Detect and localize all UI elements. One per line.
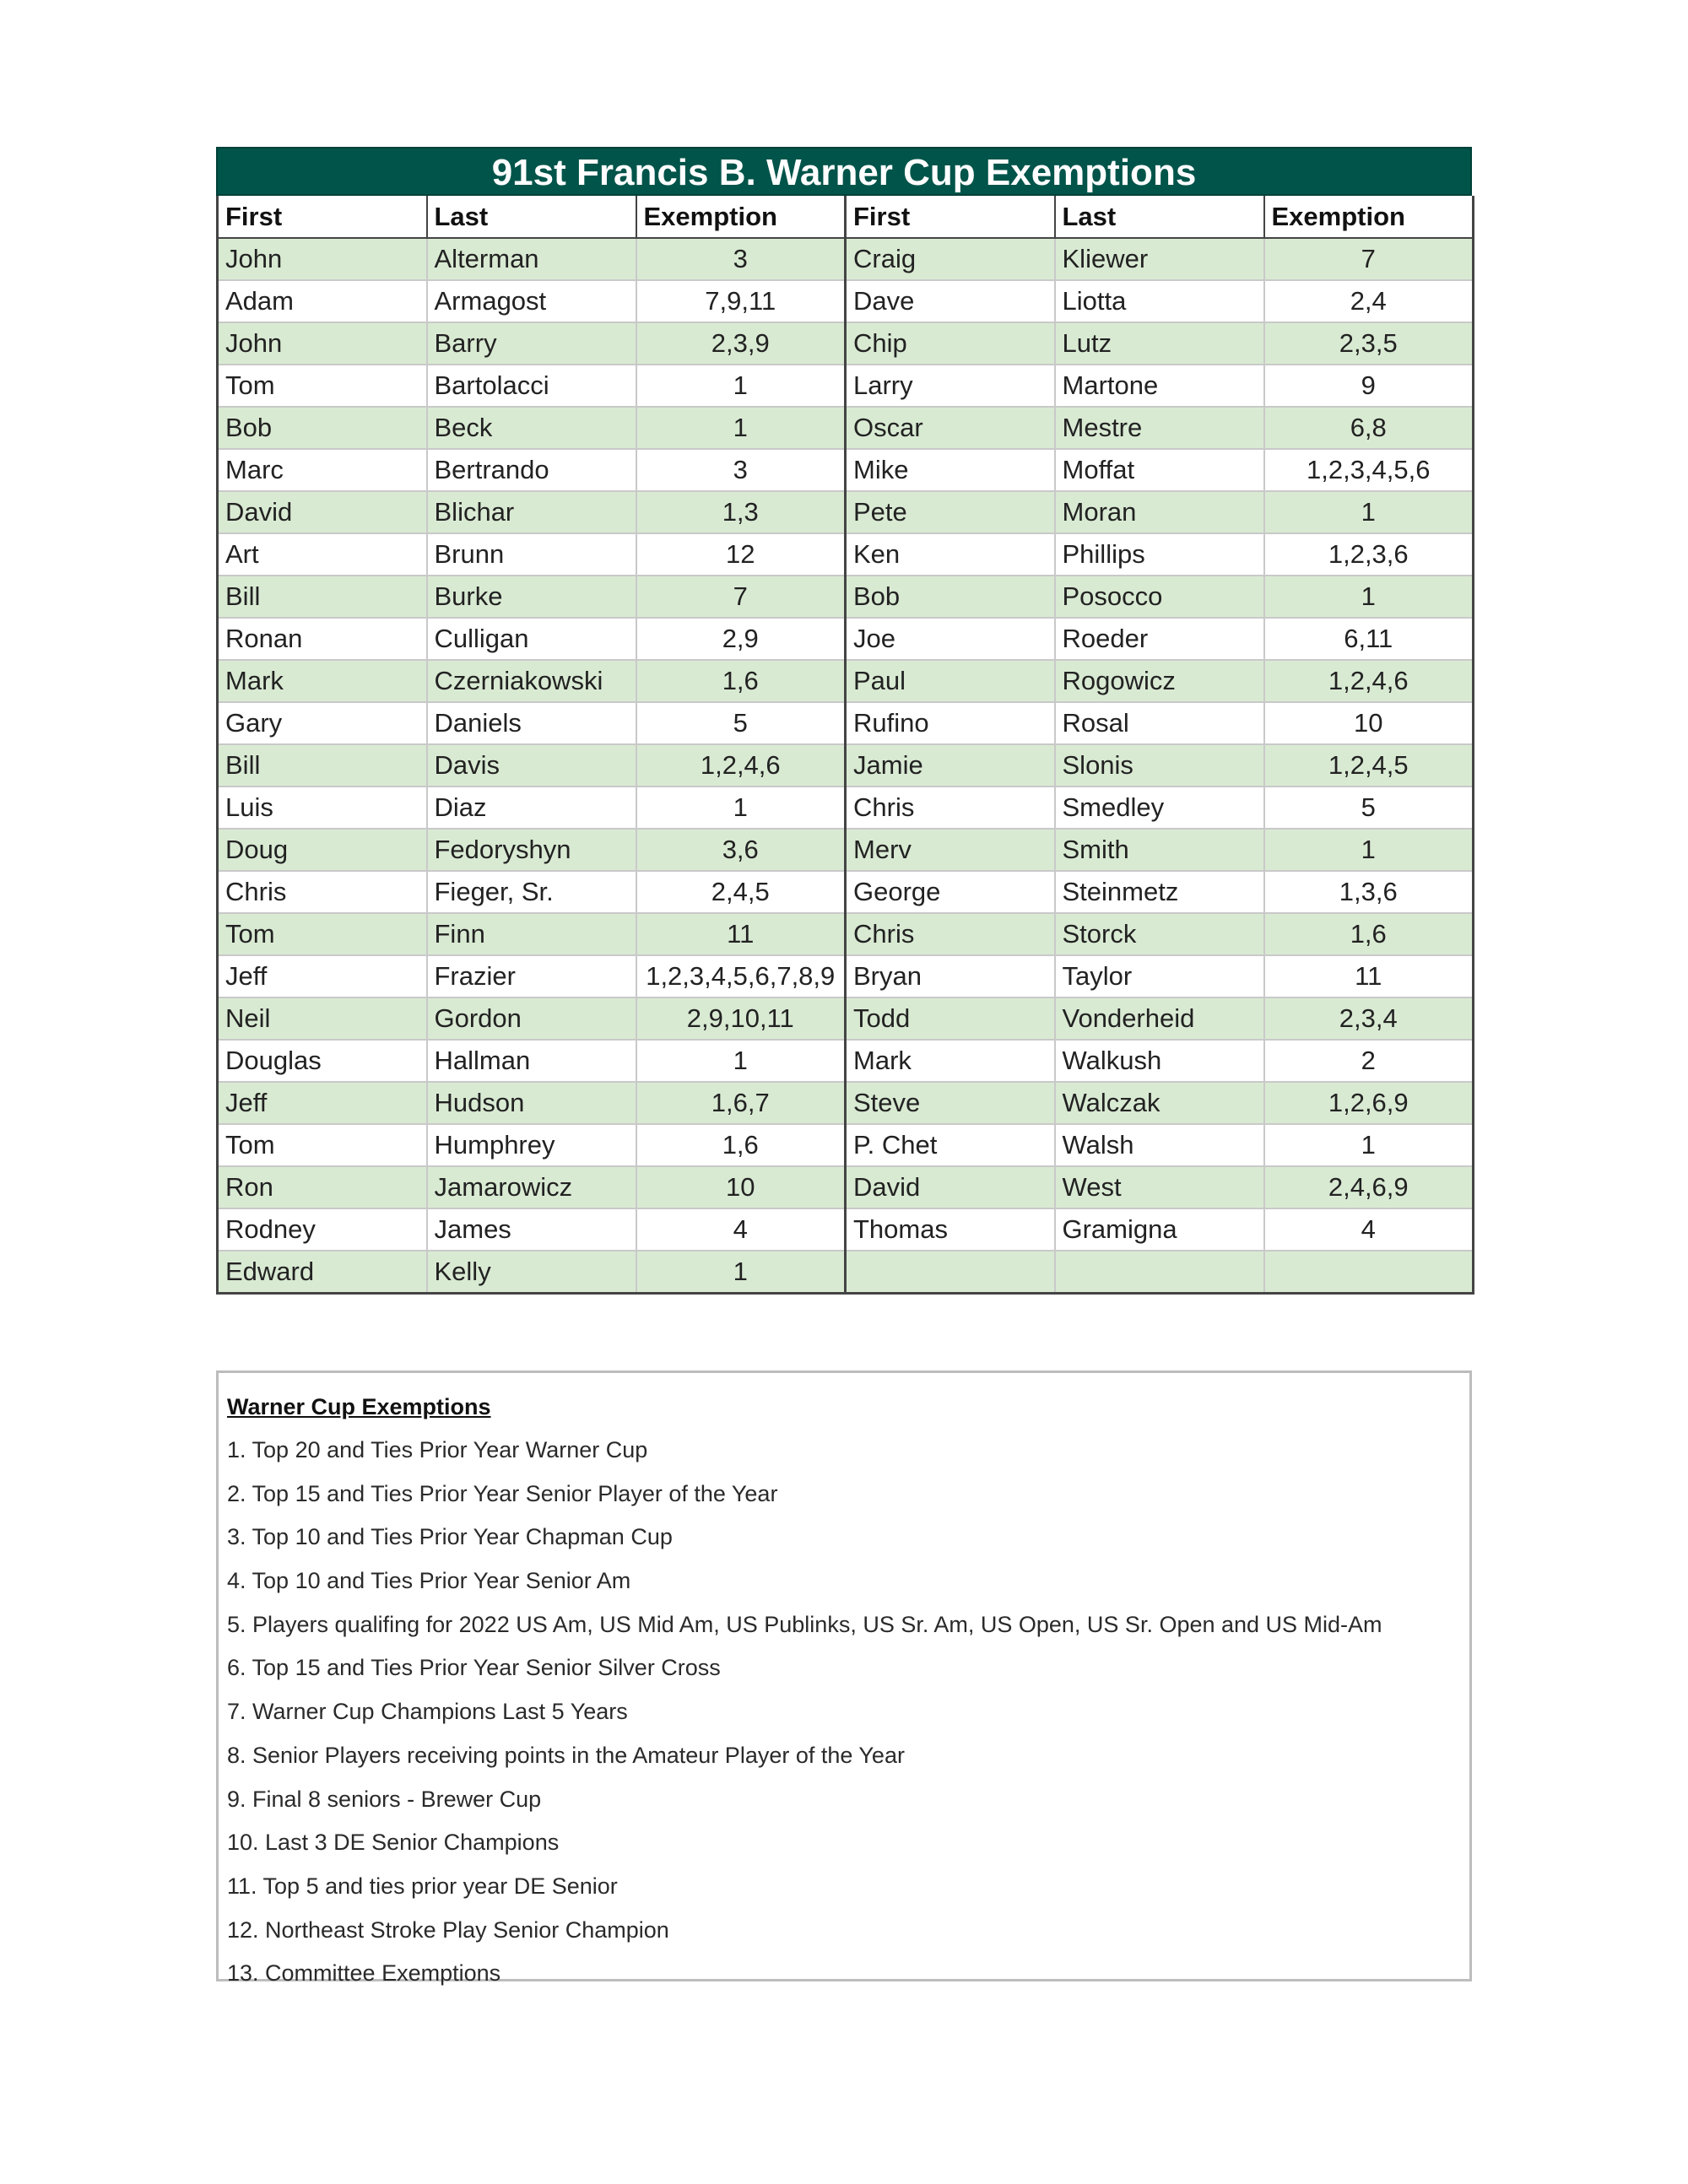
player-first-name: Steve: [846, 1082, 1055, 1124]
player-first-name: Bryan: [846, 955, 1055, 997]
player-last-name: Gramigna: [1055, 1208, 1264, 1251]
player-last-name: Czerniakowski: [427, 660, 636, 702]
player-last-name: Smith: [1055, 829, 1264, 871]
player-first-name: Mark: [846, 1040, 1055, 1082]
player-first-name: Doug: [218, 829, 427, 871]
player-first-name: [846, 1251, 1055, 1293]
player-last-name: Posocco: [1055, 576, 1264, 618]
table-row: [218, 744, 1474, 787]
player-first-name: Bob: [218, 407, 427, 449]
player-first-name: John: [218, 322, 427, 365]
player-exemption-codes: 1,2,3,6: [1264, 533, 1474, 576]
player-first-name: Larry: [846, 365, 1055, 407]
player-exemption-codes: 12: [636, 533, 846, 576]
player-exemption-codes: 6,8: [1264, 407, 1474, 449]
player-first-name: Oscar: [846, 407, 1055, 449]
player-exemption-codes: 2: [1264, 1040, 1474, 1082]
player-exemption-codes: 6,11: [1264, 618, 1474, 660]
player-first-name: Craig: [846, 238, 1055, 280]
player-exemption-codes: 2,3,5: [1264, 322, 1474, 365]
player-first-name: Thomas: [846, 1208, 1055, 1251]
player-first-name: Chris: [218, 871, 427, 913]
player-last-name: Bartolacci: [427, 365, 636, 407]
table-row: [218, 491, 1474, 533]
column-header-exemption: Exemption: [636, 196, 846, 238]
player-last-name: Smedley: [1055, 787, 1264, 829]
player-exemption-codes: 1: [636, 407, 846, 449]
player-first-name: Bill: [218, 744, 427, 787]
table-row: [218, 618, 1474, 660]
legend-item: 10. Last 3 DE Senior Champions: [227, 1830, 560, 1856]
column-header-last-right: Last: [1055, 196, 1264, 238]
player-exemption-codes: 1,2,4,6: [1264, 660, 1474, 702]
player-exemption-codes: 10: [636, 1166, 846, 1208]
exemptions-table: [216, 196, 1474, 1295]
player-exemption-codes: 1: [1264, 1124, 1474, 1166]
player-last-name: Brunn: [427, 533, 636, 576]
legend-title: Warner Cup Exemptions: [227, 1394, 491, 1419]
legend-list: [227, 1429, 1461, 1996]
player-exemption-codes: 2,3,4: [1264, 997, 1474, 1040]
player-last-name: Lutz: [1055, 322, 1264, 365]
player-first-name: Tom: [218, 365, 427, 407]
player-last-name: Barry: [427, 322, 636, 365]
player-first-name: David: [846, 1166, 1055, 1208]
legend-item: 13. Committee Exemptions: [227, 1960, 501, 1987]
player-last-name: Kelly: [427, 1251, 636, 1293]
player-first-name: Tom: [218, 1124, 427, 1166]
table-row: [218, 1040, 1474, 1082]
player-last-name: Fieger, Sr.: [427, 871, 636, 913]
player-last-name: Armagost: [427, 280, 636, 322]
table-row: [218, 1166, 1474, 1208]
player-first-name: Art: [218, 533, 427, 576]
legend-item: 7. Warner Cup Champions Last 5 Years: [227, 1699, 628, 1725]
player-last-name: Rosal: [1055, 702, 1264, 744]
legend-item: 2. Top 15 and Ties Prior Year Senior Player of the Year: [227, 1480, 778, 1506]
player-exemption-codes: 1: [636, 1251, 846, 1293]
table-row: [218, 660, 1474, 702]
player-exemption-codes: 3,6: [636, 829, 846, 871]
player-first-name: Todd: [846, 997, 1055, 1040]
player-last-name: Frazier: [427, 955, 636, 997]
player-last-name: Davis: [427, 744, 636, 787]
player-exemption-codes: 1: [1264, 491, 1474, 533]
table-row: [218, 702, 1474, 744]
player-exemption-codes: 7: [636, 576, 846, 618]
player-first-name: Rufino: [846, 702, 1055, 744]
player-last-name: Diaz: [427, 787, 636, 829]
table-row: [218, 1208, 1474, 1251]
player-first-name: John: [218, 238, 427, 280]
player-last-name: Bertrando: [427, 449, 636, 491]
player-last-name: Alterman: [427, 238, 636, 280]
player-first-name: Rodney: [218, 1208, 427, 1251]
table-row: [218, 913, 1474, 955]
player-last-name: Beck: [427, 407, 636, 449]
player-last-name: Phillips: [1055, 533, 1264, 576]
player-exemption-codes: 7,9,11: [636, 280, 846, 322]
player-exemption-codes: 1: [636, 365, 846, 407]
player-last-name: Vonderheid: [1055, 997, 1264, 1040]
table-row: [218, 787, 1474, 829]
player-exemption-codes: 1,2,3,4,5,6: [1264, 449, 1474, 491]
table-row: [218, 449, 1474, 491]
player-exemption-codes: 1,3,6: [1264, 871, 1474, 913]
player-first-name: Pete: [846, 491, 1055, 533]
player-exemption-codes: 1: [636, 1040, 846, 1082]
player-first-name: Chris: [846, 787, 1055, 829]
player-last-name: Steinmetz: [1055, 871, 1264, 913]
player-last-name: Taylor: [1055, 955, 1264, 997]
player-exemption-codes: 10: [1264, 702, 1474, 744]
legend-item: 6. Top 15 and Ties Prior Year Senior Silver Cross: [227, 1655, 721, 1681]
player-first-name: Jeff: [218, 1082, 427, 1124]
player-exemption-codes: 2,4,5: [636, 871, 846, 913]
player-exemption-codes: 1,2,3,4,5,6,7,8,9: [636, 955, 846, 997]
player-first-name: P. Chet: [846, 1124, 1055, 1166]
player-last-name: West: [1055, 1166, 1264, 1208]
player-exemption-codes: 4: [636, 1208, 846, 1251]
player-last-name: Blichar: [427, 491, 636, 533]
player-first-name: Luis: [218, 787, 427, 829]
player-exemption-codes: 2,4,6,9: [1264, 1166, 1474, 1208]
legend-item: 4. Top 10 and Ties Prior Year Senior Am: [227, 1568, 631, 1594]
player-exemption-codes: 9: [1264, 365, 1474, 407]
player-last-name: Mestre: [1055, 407, 1264, 449]
player-exemption-codes: 1,2,6,9: [1264, 1082, 1474, 1124]
column-header-exemption-right: Exemption: [1264, 196, 1474, 238]
player-last-name: Daniels: [427, 702, 636, 744]
table-row: [218, 997, 1474, 1040]
player-first-name: Chris: [846, 913, 1055, 955]
table-row: [218, 1251, 1474, 1293]
player-last-name: Rogowicz: [1055, 660, 1264, 702]
player-last-name: Roeder: [1055, 618, 1264, 660]
table-row: [218, 322, 1474, 365]
player-last-name: Finn: [427, 913, 636, 955]
player-last-name: Martone: [1055, 365, 1264, 407]
player-first-name: Neil: [218, 997, 427, 1040]
player-first-name: Edward: [218, 1251, 427, 1293]
player-exemption-codes: 1,2,4,5: [1264, 744, 1474, 787]
player-first-name: Adam: [218, 280, 427, 322]
player-first-name: Mike: [846, 449, 1055, 491]
player-last-name: Moran: [1055, 491, 1264, 533]
legend-item: 5. Players qualifing for 2022 US Am, US Mid Am, US Publinks, US Sr. Am, US Open, US Sr. Open and US Mid-Am: [227, 1611, 1382, 1637]
sheet-title: 91st Francis B. Warner Cup Exemptions: [216, 147, 1472, 196]
player-exemption-codes: 1: [1264, 829, 1474, 871]
player-exemption-codes: 4: [1264, 1208, 1474, 1251]
player-last-name: Liotta: [1055, 280, 1264, 322]
legend-item: 11. Top 5 and ties prior year DE Senior: [227, 1873, 618, 1899]
player-last-name: James: [427, 1208, 636, 1251]
player-first-name: Ken: [846, 533, 1055, 576]
player-last-name: Walsh: [1055, 1124, 1264, 1166]
player-first-name: Joe: [846, 618, 1055, 660]
player-last-name: Hudson: [427, 1082, 636, 1124]
exemptions-sheet: [216, 147, 1472, 1295]
table-row: [218, 576, 1474, 618]
player-last-name: Humphrey: [427, 1124, 636, 1166]
player-exemption-codes: 2,9,10,11: [636, 997, 846, 1040]
player-exemption-codes: 5: [1264, 787, 1474, 829]
player-exemption-codes: 1,2,4,6: [636, 744, 846, 787]
player-exemption-codes: 1,6: [636, 660, 846, 702]
column-header-first: First: [218, 196, 427, 238]
table-row: [218, 871, 1474, 913]
player-last-name: Walkush: [1055, 1040, 1264, 1082]
player-first-name: Paul: [846, 660, 1055, 702]
table-body: [218, 238, 1474, 1293]
header-row: [218, 196, 1474, 238]
player-exemption-codes: 3: [636, 238, 846, 280]
player-exemption-codes: [1264, 1251, 1474, 1293]
player-exemption-codes: 2,4: [1264, 280, 1474, 322]
legend-item: 12. Northeast Stroke Play Senior Champion: [227, 1916, 669, 1943]
player-first-name: Chip: [846, 322, 1055, 365]
player-first-name: Tom: [218, 913, 427, 955]
player-exemption-codes: 2,9: [636, 618, 846, 660]
table-row: [218, 955, 1474, 997]
player-first-name: Bob: [846, 576, 1055, 618]
player-exemption-codes: 1: [1264, 576, 1474, 618]
legend-item: 1. Top 20 and Ties Prior Year Warner Cup: [227, 1437, 648, 1462]
player-last-name: Burke: [427, 576, 636, 618]
player-first-name: George: [846, 871, 1055, 913]
player-last-name: Gordon: [427, 997, 636, 1040]
table-row: [218, 280, 1474, 322]
player-exemption-codes: 1,3: [636, 491, 846, 533]
player-first-name: Douglas: [218, 1040, 427, 1082]
table-row: [218, 238, 1474, 280]
player-exemption-codes: 2,3,9: [636, 322, 846, 365]
player-first-name: Bill: [218, 576, 427, 618]
column-header-first-right: First: [846, 196, 1055, 238]
player-last-name: Jamarowicz: [427, 1166, 636, 1208]
player-first-name: Ron: [218, 1166, 427, 1208]
player-first-name: Marc: [218, 449, 427, 491]
table-row: [218, 1124, 1474, 1166]
player-exemption-codes: 7: [1264, 238, 1474, 280]
player-exemption-codes: 11: [1264, 955, 1474, 997]
player-exemption-codes: 5: [636, 702, 846, 744]
player-exemption-codes: 1: [636, 787, 846, 829]
player-first-name: Jeff: [218, 955, 427, 997]
player-first-name: Ronan: [218, 618, 427, 660]
column-header-last: Last: [427, 196, 636, 238]
player-last-name: Kliewer: [1055, 238, 1264, 280]
player-first-name: Dave: [846, 280, 1055, 322]
legend-item: 8. Senior Players receiving points in the Amateur Player of the Year: [227, 1742, 905, 1768]
legend-item: 3. Top 10 and Ties Prior Year Chapman Cup: [227, 1524, 673, 1550]
player-last-name: Slonis: [1055, 744, 1264, 787]
player-last-name: Moffat: [1055, 449, 1264, 491]
table-row: [218, 407, 1474, 449]
player-first-name: Merv: [846, 829, 1055, 871]
table-row: [218, 533, 1474, 576]
player-exemption-codes: 1,6,7: [636, 1082, 846, 1124]
player-exemption-codes: 1,6: [1264, 913, 1474, 955]
player-last-name: Walczak: [1055, 1082, 1264, 1124]
table-row: [218, 365, 1474, 407]
player-last-name: [1055, 1251, 1264, 1293]
table-row: [218, 829, 1474, 871]
exemption-legend: [216, 1370, 1472, 1987]
legend-item: 9. Final 8 seniors - Brewer Cup: [227, 1786, 542, 1812]
player-exemption-codes: 11: [636, 913, 846, 955]
player-first-name: Gary: [218, 702, 427, 744]
table-row: [218, 1082, 1474, 1124]
player-first-name: Jamie: [846, 744, 1055, 787]
player-first-name: David: [218, 491, 427, 533]
player-last-name: Culligan: [427, 618, 636, 660]
player-last-name: Hallman: [427, 1040, 636, 1082]
player-exemption-codes: 1,6: [636, 1124, 846, 1166]
player-first-name: Mark: [218, 660, 427, 702]
player-exemption-codes: 3: [636, 449, 846, 491]
player-last-name: Fedoryshyn: [427, 829, 636, 871]
player-last-name: Storck: [1055, 913, 1264, 955]
